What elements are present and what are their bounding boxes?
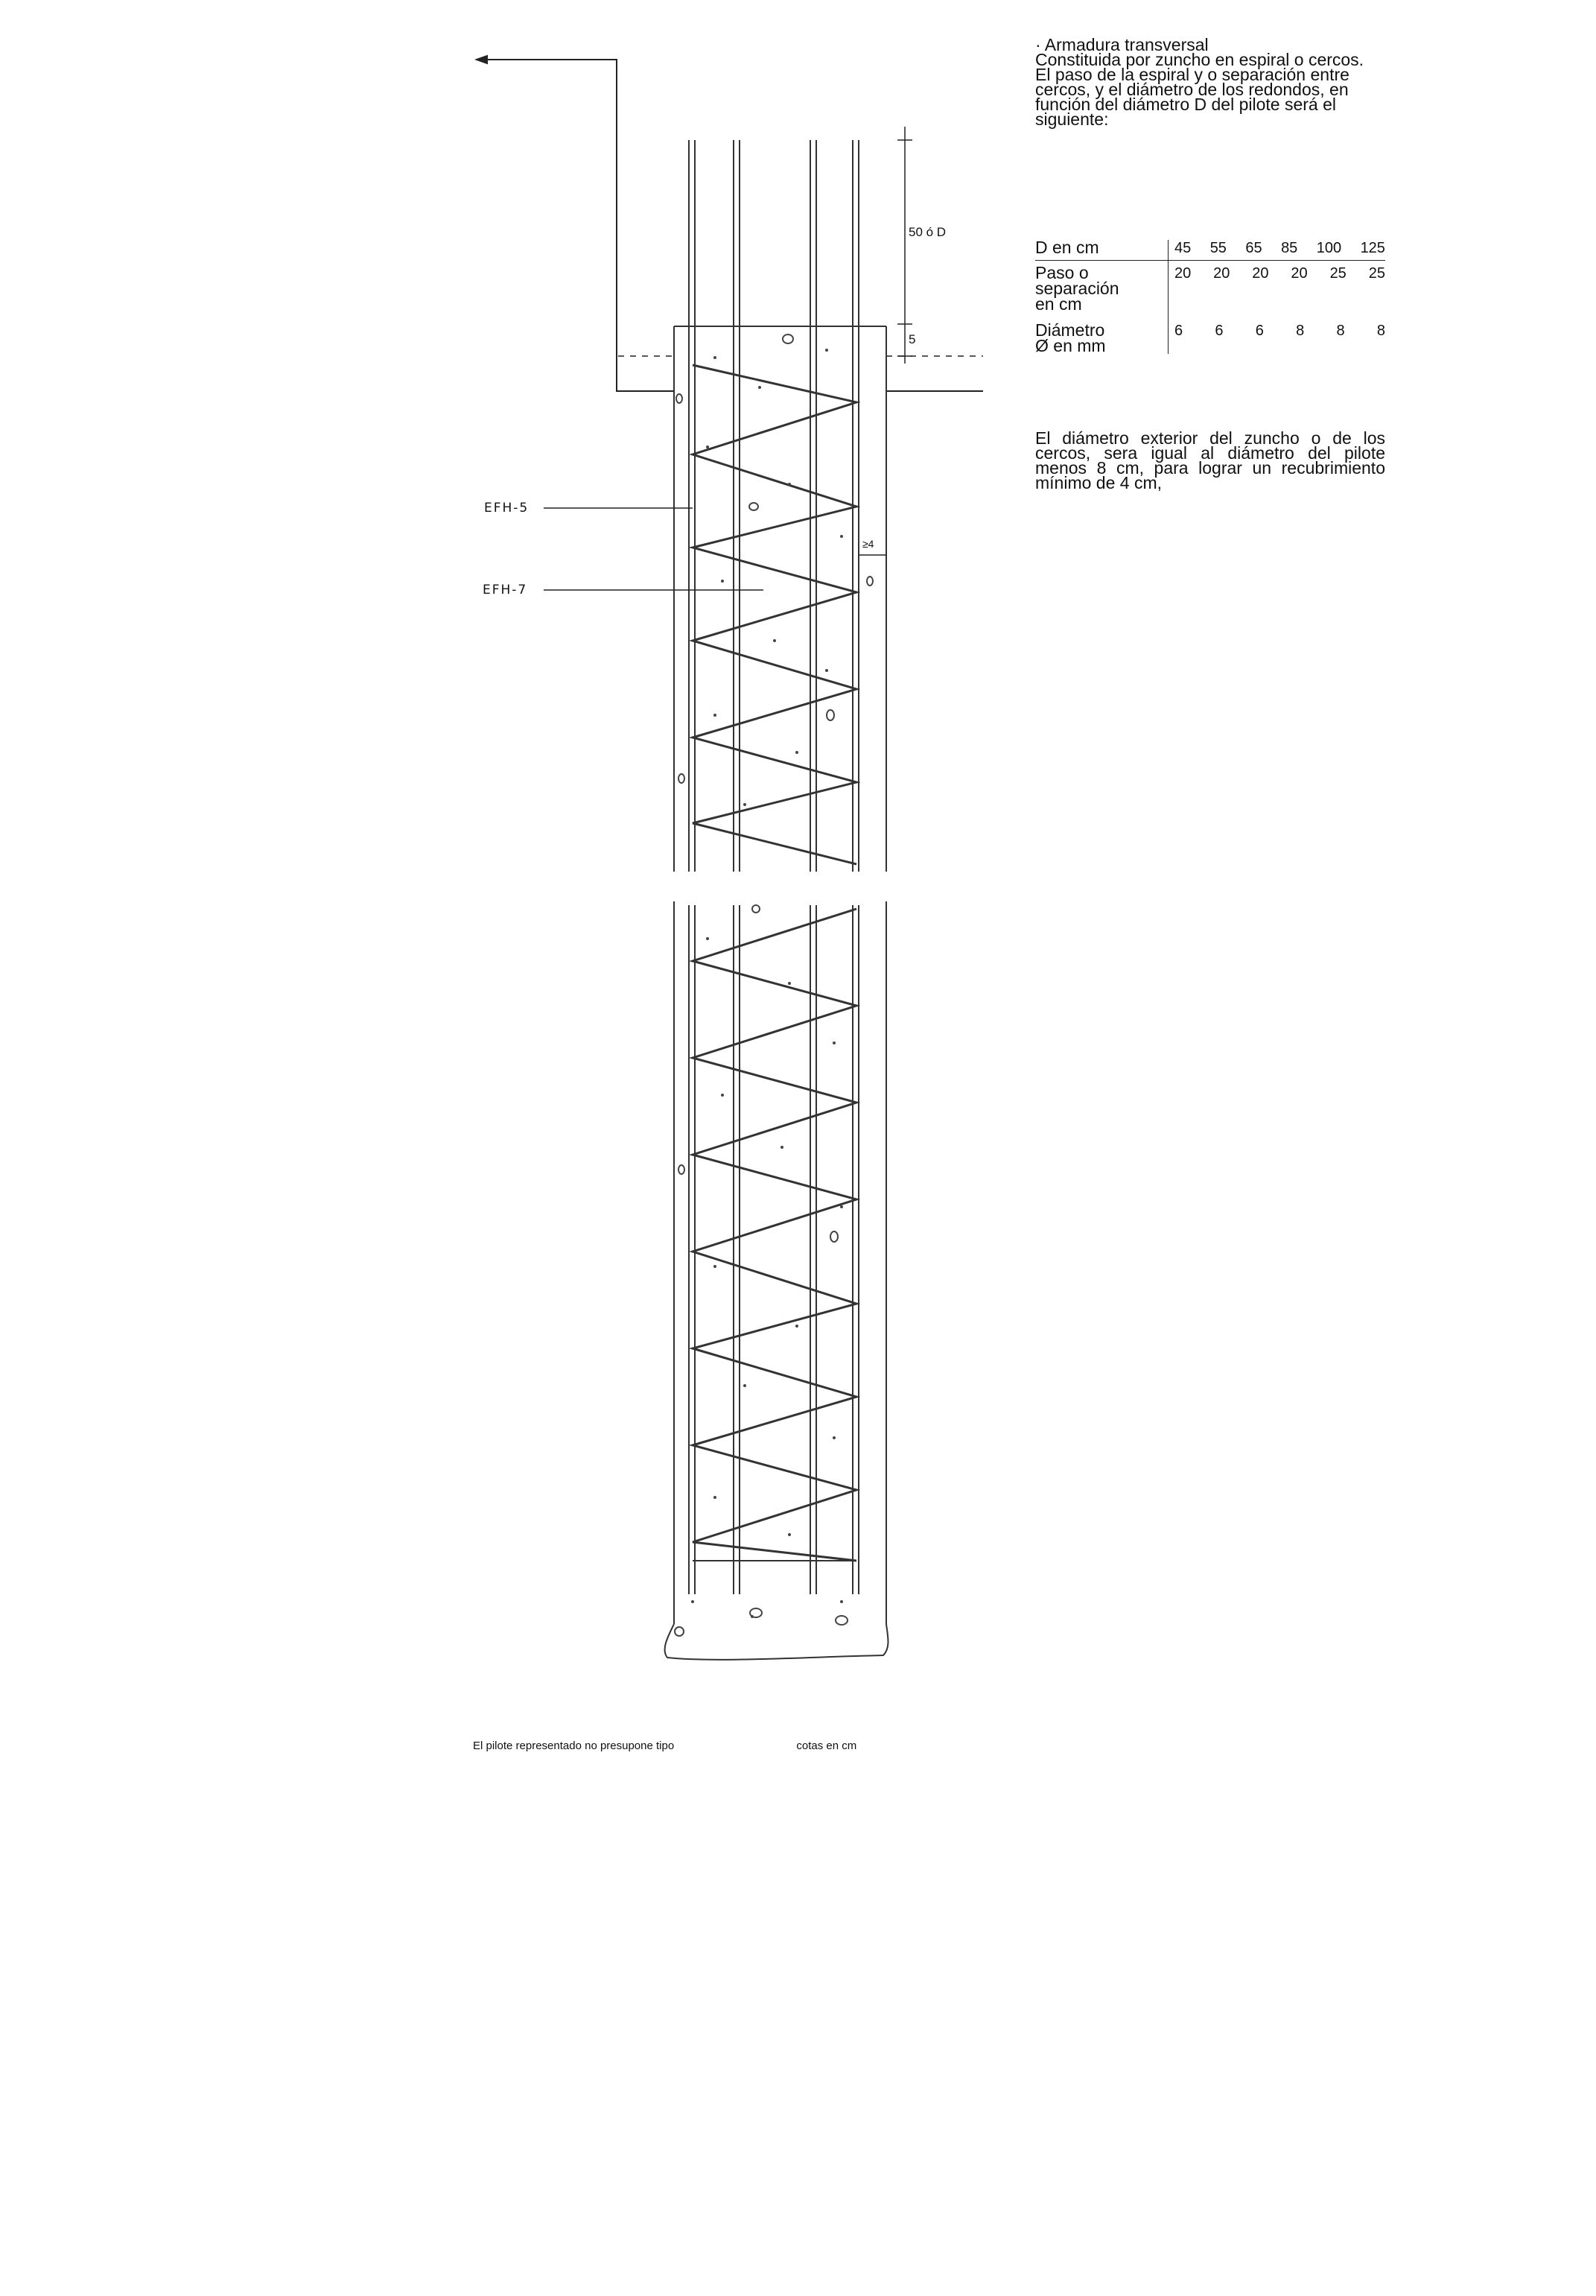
cell: 20 (1213, 265, 1230, 282)
cover-note: El diámetro exterior del zuncho o de los cercos, sera igual al diámetro del pilote menos 8 cm, para lograr un recubrimiento mínimo de 4 cm, (1035, 428, 1385, 492)
row-label: Paso o (1035, 263, 1089, 282)
row-label: separación (1035, 279, 1119, 298)
cell: 25 (1329, 265, 1347, 282)
cell: 8 (1296, 323, 1305, 339)
pile-body-lower (665, 901, 888, 1660)
cell: 6 (1174, 323, 1183, 339)
d-65: 65 (1245, 240, 1262, 256)
spiral-hoop-lower (693, 909, 856, 1561)
d-125: 125 (1360, 240, 1385, 256)
header-label: D en cm (1035, 240, 1169, 261)
efh-leaders (544, 508, 763, 590)
d-100: 100 (1316, 240, 1342, 256)
transverse-reinforcement-notes (1035, 37, 1385, 127)
figure-caption (473, 1740, 856, 1752)
cell: 8 (1336, 323, 1345, 339)
spiral-spec-table (1035, 240, 1385, 354)
caption-left: El pilote representado no presupone tipo (473, 1740, 675, 1752)
row-label: en cm (1035, 294, 1082, 314)
cell: 25 (1368, 265, 1385, 282)
d-45: 45 (1174, 240, 1192, 256)
dimension-cover: ≥4 (862, 538, 874, 550)
dimension-5: 5 (909, 332, 916, 346)
cell: 6 (1215, 323, 1224, 339)
notes-line-2: El paso de la espiral y o separación entre cercos, y el diámetro de los redondos, en función del diámetro D del pilote será el siguiente: (1035, 65, 1349, 129)
notes-title: · Armadura transversal (1035, 35, 1209, 54)
row-label: Diámetro (1035, 320, 1105, 340)
table-row-pitch (1035, 261, 1385, 323)
pitch-values (1174, 265, 1385, 282)
cell: 20 (1291, 265, 1308, 282)
cell: 8 (1376, 323, 1385, 339)
leader-line (477, 56, 983, 391)
diameter-values (1174, 323, 1385, 340)
table-row-diameter (1035, 323, 1385, 354)
table-header-row (1035, 240, 1385, 261)
cell: 20 (1174, 265, 1192, 282)
efh5-label: EFH-5 (484, 501, 530, 516)
cell: 6 (1255, 323, 1264, 339)
header-values (1174, 240, 1385, 257)
concrete-texture (691, 349, 843, 1618)
d-85: 85 (1281, 240, 1298, 256)
d-55: 55 (1209, 240, 1227, 256)
spiral-hoop-upper (693, 365, 856, 864)
cell: 20 (1252, 265, 1269, 282)
dimension-50-or-d: 50 ó D (909, 225, 947, 239)
notes-line-1: Constituida por zuncho en espiral o cercos. (1035, 50, 1364, 69)
row-label: Ø en mm (1035, 336, 1106, 355)
caption-right: cotas en cm (796, 1740, 857, 1752)
pile-body-upper (674, 326, 886, 872)
efh7-label: EFH-7 (483, 583, 528, 597)
